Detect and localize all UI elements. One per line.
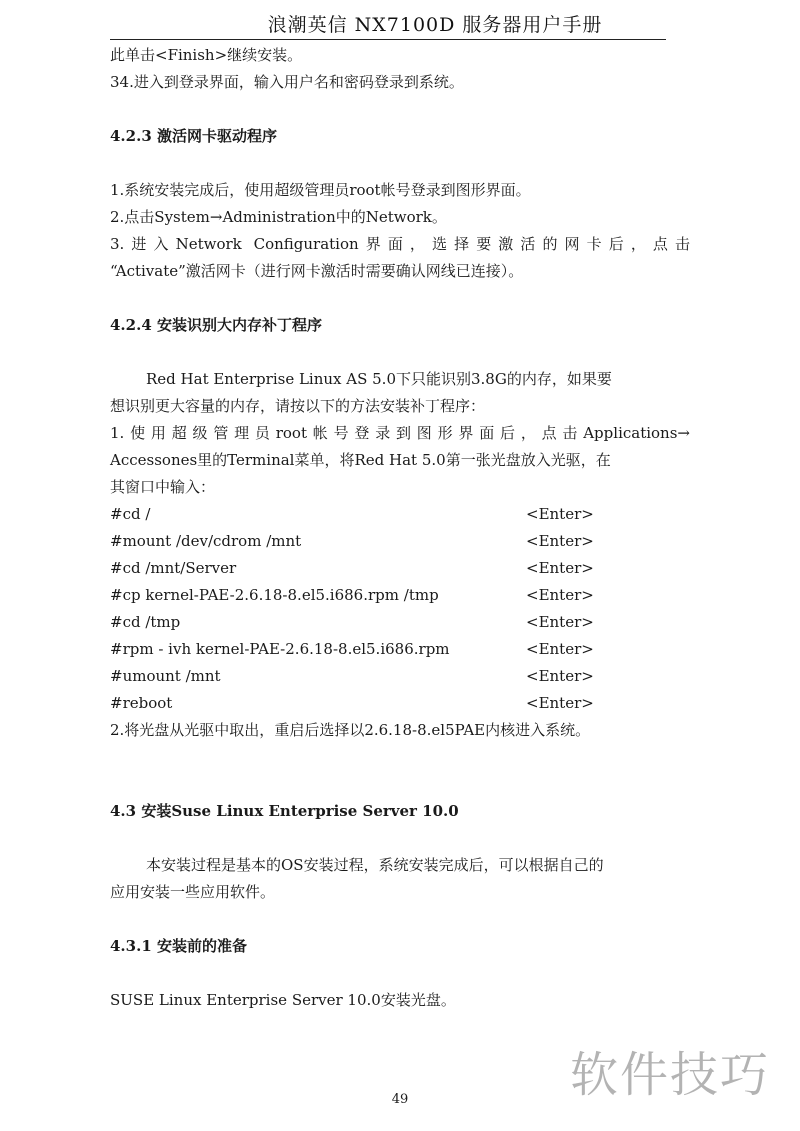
enter-key-label: <Enter> [526, 586, 594, 604]
spacer [110, 96, 690, 123]
spacer [110, 339, 690, 366]
enter-key-label: <Enter> [526, 613, 594, 631]
command-row [110, 609, 690, 636]
paragraph-424-step-1a: 1.使用超级管理员root帐号登录到图形界面后，点击Applications→ [110, 424, 690, 442]
page-content [110, 42, 690, 1014]
paragraph-424-intro-b: 想识别更大容量的内存，请按以下的方法安装补丁程序： [110, 397, 486, 415]
paragraph-423-step-2: 2.点击System→Administration中的Network。 [110, 208, 447, 226]
enter-key-label: <Enter> [526, 667, 594, 685]
enter-key-label: <Enter> [526, 505, 594, 523]
paragraph-43-b: 应用安装一些应用软件。 [110, 883, 276, 901]
enter-key-label: <Enter> [526, 694, 594, 712]
header-divider [110, 39, 666, 40]
paragraph-43-a: 本安装过程是基本的OS安装过程，系统安装完成后，可以根据自己的 [146, 856, 604, 874]
paragraph-424-step-1b: Accessones里的Terminal菜单，将Red Hat 5.0第一张光盘放入光驱，在 [110, 451, 611, 469]
paragraph-423-step-1: 1.系统安装完成后，使用超级管理员root帐号登录到图形界面。 [110, 181, 531, 199]
paragraph-423-step-3a: 3.进入Network Configuration界面，选择要激活的网卡后，点击 [110, 235, 690, 253]
paragraph-423-step-3b: “Activate”激活网卡（进行网卡激活时需要确认网线已连接）。 [110, 262, 524, 280]
paragraph-step-34: 34.进入到登录界面，输入用户名和密码登录到系统。 [110, 73, 464, 91]
paragraph-431: SUSE Linux Enterprise Server 10.0安装光盘。 [110, 991, 456, 1009]
section-heading-4-3: 4.3 安装Suse Linux Enterprise Server 10.0 [110, 802, 459, 820]
enter-key-label: <Enter> [526, 640, 594, 658]
command-text: #rpm - ivh kernel-PAE-2.6.18-8.el5.i686.rpm [110, 640, 450, 658]
command-text: #umount /mnt [110, 667, 221, 685]
command-text: #cd /mnt/Server [110, 559, 237, 577]
spacer [110, 960, 690, 987]
command-row [110, 690, 690, 717]
enter-key-label: <Enter> [526, 559, 594, 577]
paragraph-424-step-2: 2.将光盘从光驱中取出，重启后选择以2.6.18-8.el5PAE内核进入系统。 [110, 721, 591, 739]
command-row [110, 636, 690, 663]
spacer [110, 285, 690, 312]
spacer [110, 744, 690, 798]
command-text: #cp kernel-PAE-2.6.18-8.el5.i686.rpm /tmp [110, 586, 439, 604]
command-text: #cd /tmp [110, 613, 181, 631]
spacer [110, 906, 690, 933]
command-row [110, 501, 690, 528]
command-text: #mount /dev/cdrom /mnt [110, 532, 302, 550]
command-row [110, 528, 690, 555]
command-row [110, 555, 690, 582]
watermark-text: 软件技巧 [570, 1047, 771, 1103]
paragraph-424-intro-a: Red Hat Enterprise Linux AS 5.0下只能识别3.8G的内存，如果要 [146, 370, 612, 388]
section-heading-4-3-1: 4.3.1 安装前的准备 [110, 937, 247, 955]
command-row [110, 663, 690, 690]
command-text: #cd / [110, 505, 151, 523]
section-heading-4-2-4: 4.2.4 安装识别大内存补丁程序 [110, 316, 322, 334]
command-row [110, 582, 690, 609]
command-text: #reboot [110, 694, 173, 712]
section-heading-4-2-3: 4.2.3 激活网卡驱动程序 [110, 127, 277, 145]
spacer [110, 150, 690, 177]
spacer [110, 825, 690, 852]
paragraph-424-step-1c: 其窗口中输入： [110, 478, 216, 496]
page-header-title: 浪潮英信 NX7100D 服务器用户手册 [267, 14, 603, 36]
paragraph-finish: 此单击<Finish>继续安装。 [110, 46, 303, 64]
enter-key-label: <Enter> [526, 532, 594, 550]
page-number: 49 [391, 1092, 409, 1107]
